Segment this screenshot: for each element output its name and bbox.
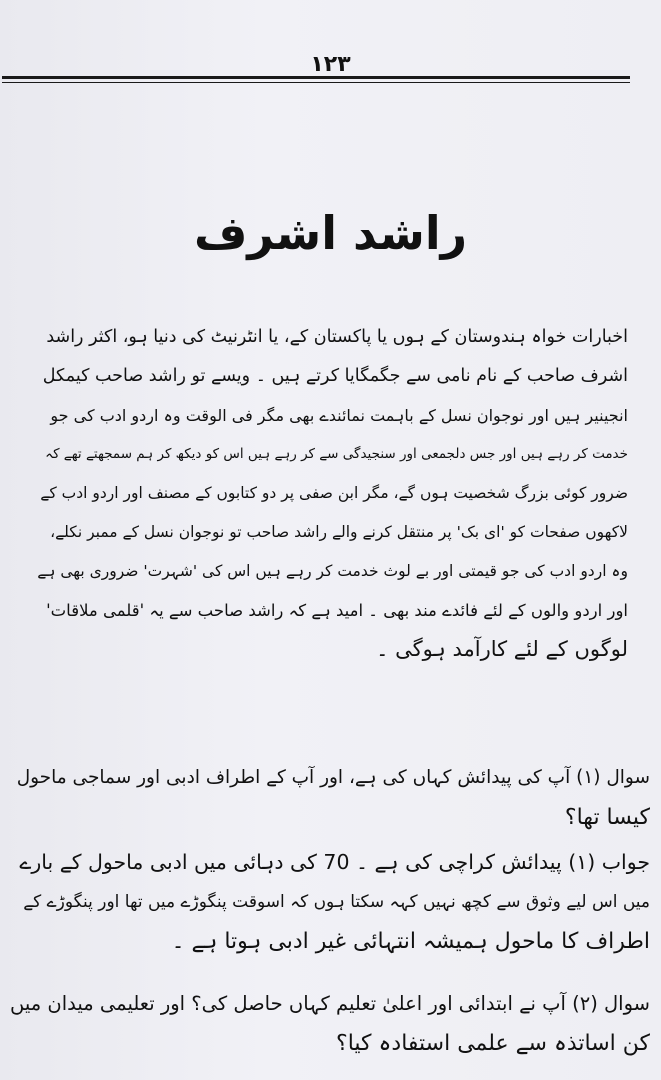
- intro-line: اخبارات خواہ ہندوستان کے ہوں یا پاکستان کے، یا انٹرنیٹ کی دنیا ہو، اکثر راشد: [46, 327, 628, 347]
- header-rule-thin: [2, 82, 630, 83]
- question-2: [8, 984, 650, 1064]
- question-line: سوال (۱) آپ کی پیدائش کہاں کی ہے، اور آپ کے اطراف ادبی اور سماجی ماحول: [16, 767, 650, 788]
- intro-line: لوگوں کے لئے کارآمد ہوگی ۔: [376, 637, 628, 661]
- intro-line: وہ اردو ادب کی جو قیمتی اور بے لوث خدمت کر رہے ہیں اس کی 'شہرت' ضروری بھی ہے: [37, 562, 628, 580]
- question-1: [8, 758, 650, 838]
- answer-1: [8, 842, 650, 962]
- intro-line: ضرور کوئی بزرگ شخصیت ہوں گے، مگر ابن صفی پر دو کتابوں کے مصنف اور اردو ادب کے: [40, 484, 628, 502]
- page-title: راشد اشرف: [193, 206, 468, 260]
- intro-line: خدمت کر رہے ہیں اور جس دلجمعی اور سنجیدگی سے کر رہے ہیں اس کو دیکھ کر ہم سمجھتے تھے کہ: [45, 446, 628, 462]
- intro-paragraph: [34, 318, 628, 669]
- answer-line: اطراف کا ماحول ہمیشہ انتہائی غیر ادبی ہوتا ہے ۔: [171, 929, 650, 954]
- intro-line: لاکھوں صفحات کو 'ای بک' پر منتقل کرنے والے راشد صاحب تو نوجوان نسل کے ممبر نکلے،: [50, 523, 628, 541]
- answer-line: میں اس لیے وثوق سے کچھ نہیں کہہ سکتا ہوں کہ اسوقت پنگوڑے میں تھا اور پنگوڑے کے: [23, 892, 650, 912]
- header-rule: [2, 76, 630, 79]
- question-line: کیسا تھا؟: [564, 805, 650, 830]
- intro-line: اشرف صاحب کے نام نامی سے جگمگایا کرتے ہیں ۔ ویسے تو راشد صاحب کیمکل: [42, 366, 628, 386]
- question-line: سوال (۲) آپ نے ابتدائی اور اعلیٰ تعلیم کہاں حاصل کی؟ اور تعلیمی میدان میں: [10, 992, 650, 1015]
- intro-line: انجینیر ہیں اور نوجوان نسل کے باہمت نمائندے بھی مگر فی الوقت وہ اردو ادب کی جو: [50, 406, 628, 425]
- question-line: کن اساتذہ سے علمی استفادہ کیا؟: [336, 1031, 650, 1056]
- answer-line: جواب (۱) پیدائش کراچی کی ہے ۔ 70 کی دہائی میں ادبی ماحول کے بارے: [19, 850, 650, 874]
- page-number: ۱۲۳: [310, 52, 351, 77]
- intro-line: اور اردو والوں کے لئے فائدے مند بھی ۔ امید ہے کہ راشد صاحب سے یہ 'قلمی ملاقات': [46, 601, 628, 620]
